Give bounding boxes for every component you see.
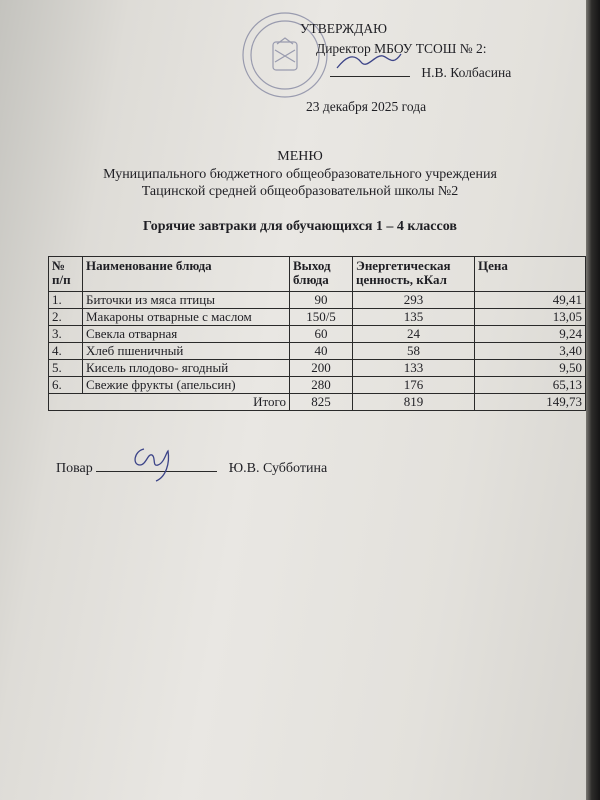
row-yield: 280 (290, 377, 353, 394)
document-title: МЕНЮ (277, 149, 323, 164)
row-energy: 58 (353, 343, 475, 360)
row-price: 3,40 (475, 343, 586, 360)
row-price: 9,50 (475, 360, 586, 377)
approval-heading: УТВЕРЖДАЮ (300, 21, 388, 36)
row-yield: 90 (290, 292, 353, 309)
row-energy: 133 (353, 360, 475, 377)
org-name-line1: Муниципального бюджетного общеобразовательного учреждения (103, 167, 497, 182)
row-yield: 60 (290, 326, 353, 343)
row-price: 65,13 (475, 377, 586, 394)
row-num: 4. (49, 343, 83, 360)
approval-name: Н.В. Колбасина (421, 65, 512, 80)
table-row (49, 309, 586, 326)
org-name-line2: Тацинской средней общеобразовательной школы №2 (141, 184, 459, 199)
menu-table (48, 256, 586, 411)
header-price: Цена (475, 257, 586, 292)
table-row (49, 292, 586, 309)
approval-date: 23 декабря 2025 года (306, 99, 427, 114)
row-energy: 176 (353, 377, 475, 394)
row-energy: 293 (353, 292, 475, 309)
row-yield: 40 (290, 343, 353, 360)
table-row (49, 326, 586, 343)
director-signature-mark (335, 48, 405, 76)
cook-role: Повар (56, 461, 93, 476)
total-energy: 819 (353, 394, 475, 411)
row-dish-name: Свежие фрукты (апельсин) (83, 377, 290, 394)
total-price: 149,73 (475, 394, 586, 411)
header-yield: Выход блюда (290, 257, 353, 292)
row-dish-name: Кисель плодово- ягодный (83, 360, 290, 377)
header-name: Наименование блюда (83, 257, 290, 292)
row-price: 9,24 (475, 326, 586, 343)
approval-position: Директор МБОУ ТСОШ № 2: (316, 41, 487, 56)
table-row (49, 360, 586, 377)
cook-name: Ю.В. Субботина (228, 461, 328, 476)
row-dish-name: Макароны отварные с маслом (83, 309, 290, 326)
cook-signature-block (56, 458, 327, 477)
row-energy: 24 (353, 326, 475, 343)
row-num: 1. (49, 292, 83, 309)
header-num: № п/п (49, 257, 83, 292)
row-num: 6. (49, 377, 83, 394)
row-price: 49,41 (475, 292, 586, 309)
row-num: 3. (49, 326, 83, 343)
table-row (49, 343, 586, 360)
table-row (49, 377, 586, 394)
total-label: Итого (49, 394, 290, 411)
row-yield: 200 (290, 360, 353, 377)
row-yield: 150/5 (290, 309, 353, 326)
row-energy: 135 (353, 309, 475, 326)
page-edge-shadow (586, 0, 600, 800)
total-yield: 825 (290, 394, 353, 411)
cook-signature-line (96, 458, 217, 472)
row-dish-name: Хлеб пшеничный (83, 343, 290, 360)
table-total-row (49, 394, 586, 411)
row-dish-name: Свекла отварная (83, 326, 290, 343)
row-dish-name: Биточки из мяса птицы (83, 292, 290, 309)
row-num: 2. (49, 309, 83, 326)
approval-signature-line (330, 64, 511, 81)
row-price: 13,05 (475, 309, 586, 326)
document-subtitle: Горячие завтраки для обучающихся 1 – 4 классов (143, 219, 457, 234)
row-num: 5. (49, 360, 83, 377)
cook-signature-mark (126, 443, 186, 483)
table-header-row (49, 257, 586, 292)
header-energy: Энергетическая ценность, кКал (353, 257, 475, 292)
